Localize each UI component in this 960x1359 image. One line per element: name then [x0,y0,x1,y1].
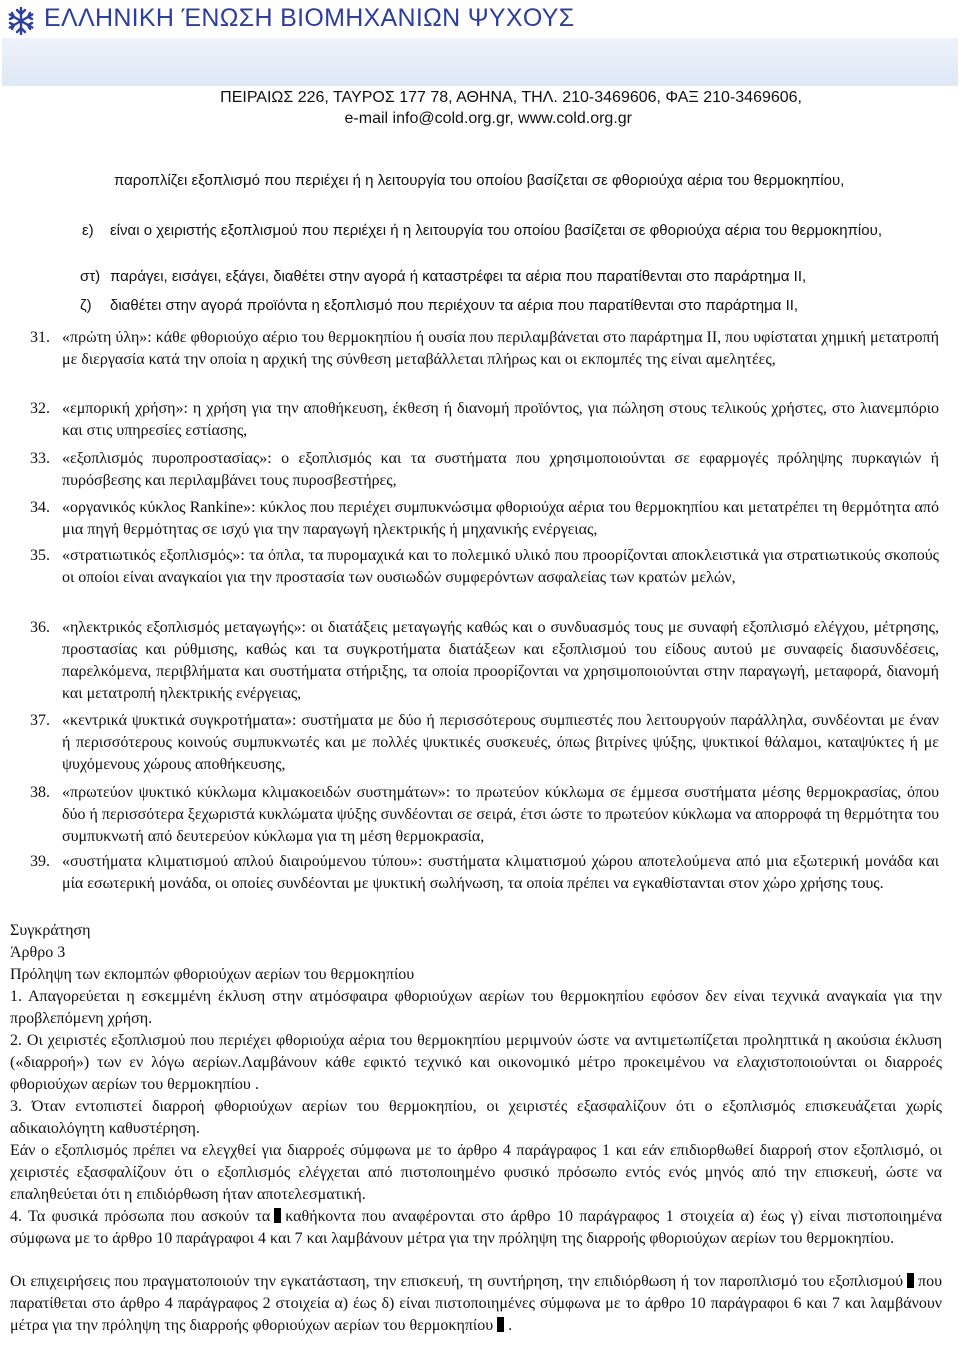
paragraph-5-end: . [508,1317,513,1334]
definition-item: «στρατιωτικός εξοπλισμός»: τα όπλα, τα πυρομαχικά και το πολεμικό υλικό που προορίζονται αποκλειστικά για στρατιωτικούς σκοπούς οι οποίοι είναι αναγκαίοι για την προστασία των ουσιωδών συμφερόντων ασφαλείας των κρατών μελών, [62,547,939,586]
definition-number: 36. [30,619,50,636]
list-item-st: παράγει, εισάγει, εξάγει, διαθέτει στην αγορά ή καταστρέφει τα αέρια που παρατίθενται στο παράρτημα II, [110,268,807,285]
list-label-z: ζ) [80,297,92,314]
letterhead-band [2,38,958,86]
paragraph-4 [10,1206,942,1250]
paragraph-3b: Εάν ο εξοπλισμός πρέπει να ελεγχθεί για διαρροές σύμφωνα με το άρθρο 4 παράγραφος 1 και εάν επιδιορθωθεί διαρροή στον εξοπλισμό, οι χειριστές εξασφαλίζουν ότι ο εξοπλισμός ελέγχεται από πιστοποιημένο φυσικό πρόσωπο εντός ενός μηνός από την επισκευή, ώστε να επαληθεύεται ότι η επιδιόρθωση ήταν αποτελεσματική. [10,1142,942,1203]
definition-item: «εμπορική χρήση»: η χρήση για την αποθήκευση, έκθεση ή διανομή προϊόντος, για πώληση στους τελικούς χρήστες, στο λιανεμπόριο και στις υπηρεσίες εστίασης, [62,400,939,439]
definition-number: 34. [30,499,50,516]
letterhead [0,0,960,127]
paragraph-5-start: Οι επιχειρήσεις που πραγματοποιούν την εγκατάσταση, την επισκευή, τη συντήρηση, την επιδιόρθωση ή τον παροπλισμό του εξοπλισμού [10,1273,903,1290]
paragraph-1: 1. Απαγορεύεται η εσκεμμένη έκλυση στην ατμόσφαιρα φθοριούχων αερίων του θερμοκηπίου εφόσον δεν είναι τεχνικά αναγκαία για την προβλεπόμενη χρήση. [10,988,942,1027]
list-item-e: είναι ο χειριστής εξοπλισμού που περιέχει ή η λειτουργία του οποίου βασίζεται σε φθοριούχα αέρια του θερμοκηπίου, [110,222,882,239]
definition-number: 35. [30,547,50,564]
definition-number: 32. [30,400,50,417]
article-title: Πρόληψη των εκπομπών φθοριούχων αερίων του θερμοκηπίου [10,966,415,983]
definition-item: «οργανικός κύκλος Rankine»: κύκλος που περιέχει συμπυκνώσιμα φθοριούχα αέρια του θερμοκηπίου και μετατρέπει τη θερμότητα από μια πηγή θερμότητας σε ισχύ για την παραγωγή ηλεκτρικής ή μηχανικής ενέργειας, [62,499,939,538]
paragraph-2: 2. Οι χειριστές εξοπλισμού που περιέχει φθοριούχα αέρια του θερμοκηπίου μεριμνούν ώστε να αντιμετωπίζεται προληπτικά η ακούσια έκλυση («διαρροή») των εν λόγω αερίων.Λαμβάνουν κάθε εφικτό τεχνικό και οικονομικό μέτρο προκειμένου να ελαχιστοποιούνται οι διαρροές φθοριούχων αερίων του θερμοκηπίου . [10,1032,942,1093]
definition-item: «ηλεκτρικός εξοπλισμός μεταγωγής»: οι διατάξεις μεταγωγής καθώς και ο συνδυασμός τους με συναφή εξοπλισμό ελέγχου, μέτρησης, προστασίας και ρύθμισης, καθώς και τα συγκροτήματα διατάξεων και εξοπλισμού του είδους αυτού με συναφείς διασυνδέσεις, παρελκόμενα, περιβλήματα και συστήματα στήριξης, τα οποία προορίζονται να χρησιμοποιούνται στην παραγωγή, μεταφορά, διανομή και μετατροπή ηλεκτρικής ενέργειας, [62,619,939,702]
paragraph-4-end: καθήκοντα που αναφέρονται στο άρθρο 10 παράγραφος 1 στοιχεία α) έως γ) είναι πιστοποιημένα σύμφωνα με το άρθρο 10 παράγραφοι 4 και 7 και λαμβάνουν μέτρα για την πρόληψη της διαρροής φθοριούχων αερίων του θερμοκηπίου. [10,1208,942,1247]
definition-number: 33. [30,450,50,467]
paragraph-4-start: 4. Τα φυσικά πρόσωπα που ασκούν τα [10,1208,271,1225]
definition-number: 38. [30,784,50,801]
definition-number: 37. [30,712,50,729]
definition-item: «συστήματα κλιματισμού απλού διαιρούμενου τύπου»: συστήματα κλιματισμού χώρου αποτελούμενα από μια εξωτερική μονάδα και μία εσωτερική μονάδα, οι οποίες συνδέονται με ψυκτική σωλήνωση, τα οποία πρέπει να εγκαθίστανται στον χώρο χρήσης τους. [62,853,939,892]
paragraph-5-middle: που παρατίθεται στο άρθρο 4 παράγραφος 2 στοιχεία α) έως δ) είναι πιστοποιημένες σύμφωνα με το άρθρο 10 παράγραφοι 6 και 7 και λαμβάνουν μέτρα για την πρόληψη της διαρροής φθοριούχων αερίων του θερμοκηπίου [10,1273,942,1334]
definition-item: «πρωτεύον ψυκτικό κύκλωμα κλιμακοειδών συστημάτων»: το πρωτεύον κύκλωμα σε έμμεσα συστήματα μέσης θερμοκρασίας, όπου δύο ή περισσότερα ξεχωριστά κυκλώματα ψύξης συνδέονται σε σειρά, έτσι ώστε το πρωτεύον κύκλωμα να απορροφά τη θερμότητα του συμπυκνωτή από δευτερεύον κύκλωμα για τη μέση θερμοκρασία, [62,784,939,845]
definition-item: «πρώτη ύλη»: κάθε φθοριούχο αέριο του θερμοκηπίου ή ουσία που περιλαμβάνεται στο παράρτημα II, που υφίσταται χημική μετατροπή με διεργασία κατά την οποία η αρχική της σύνθεση μεταβάλλεται πλήρως και οι εκπομπές της είναι αμελητέες, [62,329,939,368]
definition-number: 39. [30,853,50,870]
redaction-mark [497,1317,504,1332]
article-heading: Άρθρο 3 [10,944,66,961]
paragraph-5 [10,1271,942,1337]
redaction-mark [274,1208,281,1223]
paragraph-3: 3. Όταν εντοπιστεί διαρροή φθοριούχων αερίων του θερμοκηπίου, οι χειριστές εξασφαλίζουν ότι ο εξοπλισμός επισκευάζεται χωρίς αδικαιολόγητη καθυστέρηση. [10,1098,942,1137]
definition-item: «κεντρικά ψυκτικά συγκροτήματα»: συστήματα με δύο ή περισσότερους συμπιεστές που λειτουργούν παράλληλα, συνδέονται με έναν ή περισσότερους κοινούς συμπυκνωτές και με πολλές ψυκτικές συσκευές, όπως βιτρίνες ψύξης, ψυκτικοί θάλαμοι, καταψύκτες ή με ψυχόμενους χώρους αποθήκευσης, [62,712,939,773]
list-item-d: παροπλίζει εξοπλισμό που περιέχει ή η λειτουργία του οποίου βασίζεται σε φθοριούχα αέρια του θερμοκηπίου, [114,172,845,189]
organization-name: ΕΛΛΗΝΙΚΗ ΈΝΩΣΗ ΒΙΟΜΗΧΑΝΙΩΝ ΨΥΧΟΥΣ [44,4,575,32]
list-item-z: διαθέτει στην αγορά προϊόντα η εξοπλισμό που περιέχουν τα αέρια που παρατίθενται στο παράρτημα II, [110,297,799,314]
redaction-mark [907,1273,914,1288]
list-label-e: ε) [82,222,94,239]
definition-number: 31. [30,329,50,346]
snowflake-icon [6,6,36,36]
contact-line: e-mail info@cold.org.gr, www.cold.org.gr [344,110,632,127]
list-label-st: στ) [80,268,101,285]
section-heading: Συγκράτηση [10,922,91,939]
definition-item: «εξοπλισμός πυροπροστασίας»: ο εξοπλισμός και τα συστήματα που χρησιμοποιούνται σε εφαρμογές πρόληψης πυρκαγιών ή πυρόσβεσης και περιλαμβάνει τους πυροσβεστήρες, [62,450,939,489]
address-line: ΠΕΙΡΑΙΩΣ 226, ΤΑΥΡΟΣ 177 78, ΑΘΗΝΑ, ΤΗΛ. 210-3469606, ΦΑΞ 210-3469606, [220,89,802,106]
